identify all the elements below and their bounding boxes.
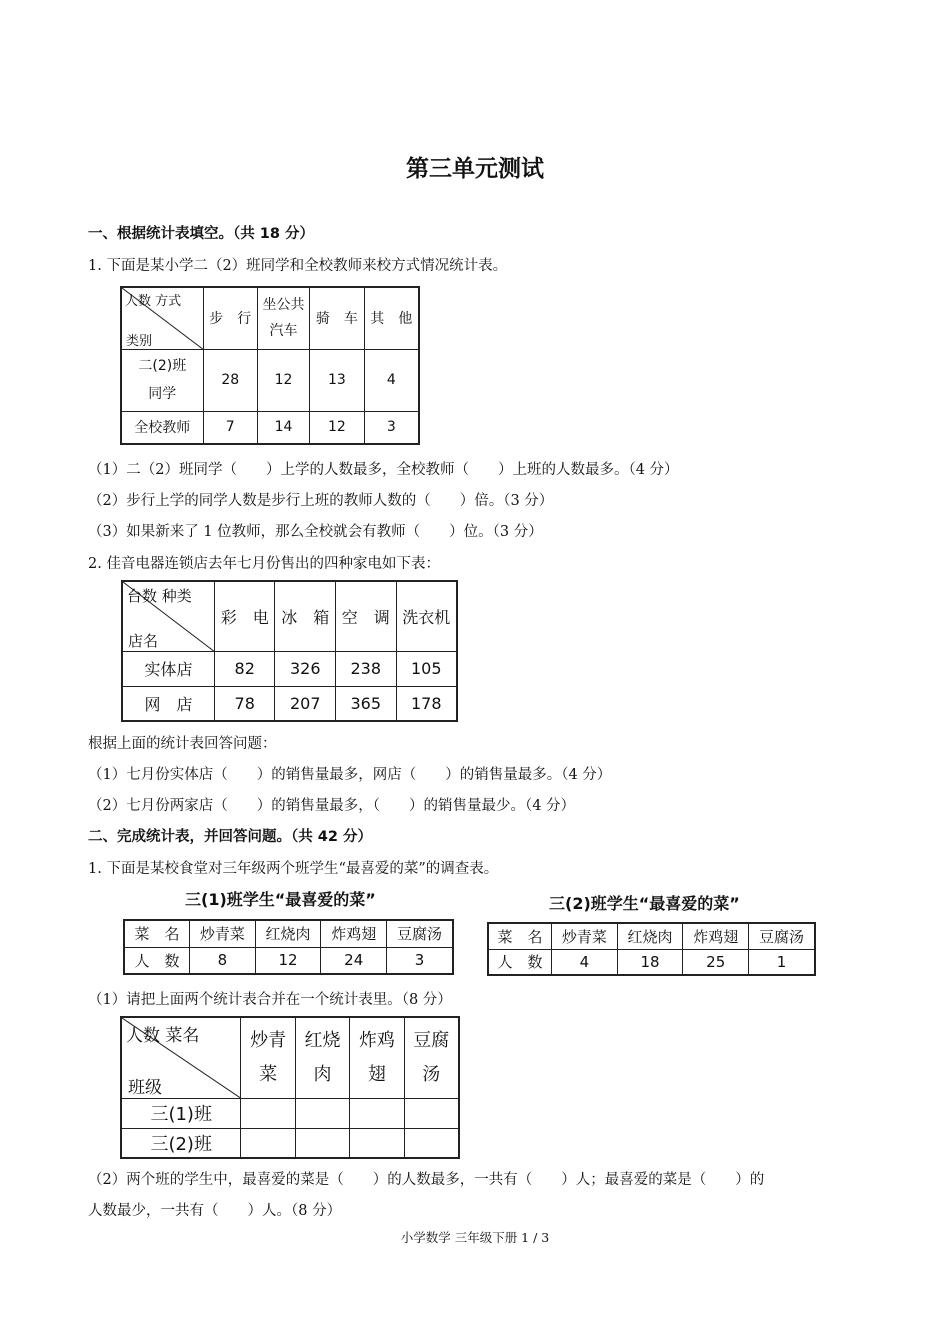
table-cell: 365 [335,686,396,721]
q1-sub3: （3）如果新来了 1 位教师，那么全校就会有教师（ ）位。（3 分） [88,524,543,540]
table-cell: 13 [310,349,364,411]
table-cell: 人 数 [124,947,190,974]
header-dish: 豆腐 汤 [404,1017,459,1098]
s2-sub1: （1）请把上面两个统计表合并在一个统计表里。（8 分） [88,992,452,1008]
q2-prompt: 根据上面的统计表回答问题： [88,736,277,752]
table-cell: 4 [364,349,419,411]
class1-dish-table [123,919,454,975]
table-cell: 人 数 [488,949,552,975]
header-other: 其 他 [364,287,419,349]
header-dish: 炒青 菜 [241,1017,295,1098]
page-footer: 小学数学 三年级下册 1 / 3 [400,1230,550,1245]
table-cell: 207 [275,686,336,721]
table-a-caption: 三(1)班学生“最喜爱的菜” [185,890,376,909]
header-dish: 炸鸡 翅 [350,1017,404,1098]
table-cell: 12 [255,947,321,974]
header-dish: 红烧 肉 [295,1017,349,1098]
table-cell: 豆腐汤 [749,923,815,949]
row-label-teachers: 全校教师 [121,411,203,444]
table-cell: 28 [203,349,257,411]
s2-sub2-line1: （2）两个班的学生中，最喜爱的菜是（ ）的人数最多，一共有（ ）人；最喜爱的菜是（ ）的 [88,1172,765,1188]
s2-q1-intro: 1. 下面是某校食堂对三年级两个班学生“最喜爱的菜”的调查表。 [88,861,499,877]
s2-sub2-line2: 人数最少，一共有（ ）人。（8 分） [88,1203,342,1219]
header-washer: 洗衣机 [396,581,457,651]
blank-cell[interactable] [295,1098,349,1128]
page-title: 第三单元测试 [406,156,544,182]
q2-sub1: （1）七月份实体店（ ）的销售量最多，网店（ ）的销售量最多。（4 分） [88,767,612,783]
table-corner: 人数 菜名 班级 [121,1017,241,1098]
table-cell: 25 [683,949,749,975]
table-cell: 3 [387,947,453,974]
blank-cell[interactable] [241,1098,295,1128]
table-corner: 人数 方式 类别 [121,287,203,349]
blank-cell[interactable] [295,1128,349,1158]
blank-cell[interactable] [241,1128,295,1158]
commute-table [120,286,420,445]
section2-heading: 二、完成统计表，并回答问题。（共 42 分） [88,829,373,845]
table-b-caption: 三(2)班学生“最喜爱的菜” [549,894,740,913]
blank-cell[interactable] [350,1098,404,1128]
table-cell: 12 [310,411,364,444]
table-cell: 18 [617,949,683,975]
section1-heading: 一、根据统计表填空。（共 18 分） [88,226,315,242]
header-bike: 骑 车 [310,287,364,349]
q2-sub2: （2）七月份两家店（ ）的销售量最多，（ ）的销售量最少。（4 分） [88,798,576,814]
q2-intro: 2. 佳音电器连锁店去年七月份售出的四种家电如下表： [88,556,440,572]
class2-dish-table [487,922,816,976]
blank-cell[interactable] [350,1128,404,1158]
table-cell: 8 [190,947,256,974]
row-label-class1: 三(1)班 [121,1098,241,1128]
table-cell: 24 [321,947,387,974]
table-cell: 炸鸡翅 [321,920,387,947]
merged-table [120,1016,460,1159]
table-cell: 豆腐汤 [387,920,453,947]
header-ac: 空 调 [335,581,396,651]
table-cell: 红烧肉 [255,920,321,947]
row-label-online: 网 店 [122,686,214,721]
table-cell: 炸鸡翅 [683,923,749,949]
table-cell: 炒青菜 [190,920,256,947]
table-cell: 炒青菜 [552,923,618,949]
header-tv: 彩 电 [214,581,275,651]
table-cell: 105 [396,651,457,686]
table-cell: 1 [749,949,815,975]
table-cell: 326 [275,651,336,686]
table-cell: 78 [214,686,275,721]
header-walk: 步 行 [203,287,257,349]
table-cell: 菜 名 [488,923,552,949]
q1-intro: 1. 下面是某小学二（2）班同学和全校教师来校方式情况统计表。 [88,258,508,274]
row-label-class: 二(2)班 同学 [121,349,203,411]
table-cell: 红烧肉 [617,923,683,949]
table-cell: 4 [552,949,618,975]
q1-sub1: （1）二（2）班同学（ ）上学的人数最多，全校教师（ ）上班的人数最多。（4 分） [88,462,679,478]
q1-sub2: （2）步行上学的同学人数是步行上班的教师人数的（ ）倍。（3 分） [88,493,554,509]
table-cell: 14 [257,411,309,444]
table-cell: 178 [396,686,457,721]
blank-cell[interactable] [404,1128,459,1158]
appliance-table [121,580,458,722]
row-label-class2: 三(2)班 [121,1128,241,1158]
row-label-store: 实体店 [122,651,214,686]
table-cell: 238 [335,651,396,686]
table-cell: 3 [364,411,419,444]
table-cell: 7 [203,411,257,444]
table-cell: 82 [214,651,275,686]
table-cell: 菜 名 [124,920,190,947]
blank-cell[interactable] [404,1098,459,1128]
table-cell: 12 [257,349,309,411]
header-bus: 坐公共 汽车 [257,287,309,349]
table-corner: 台数 种类 店名 [122,581,214,651]
header-fridge: 冰 箱 [275,581,336,651]
